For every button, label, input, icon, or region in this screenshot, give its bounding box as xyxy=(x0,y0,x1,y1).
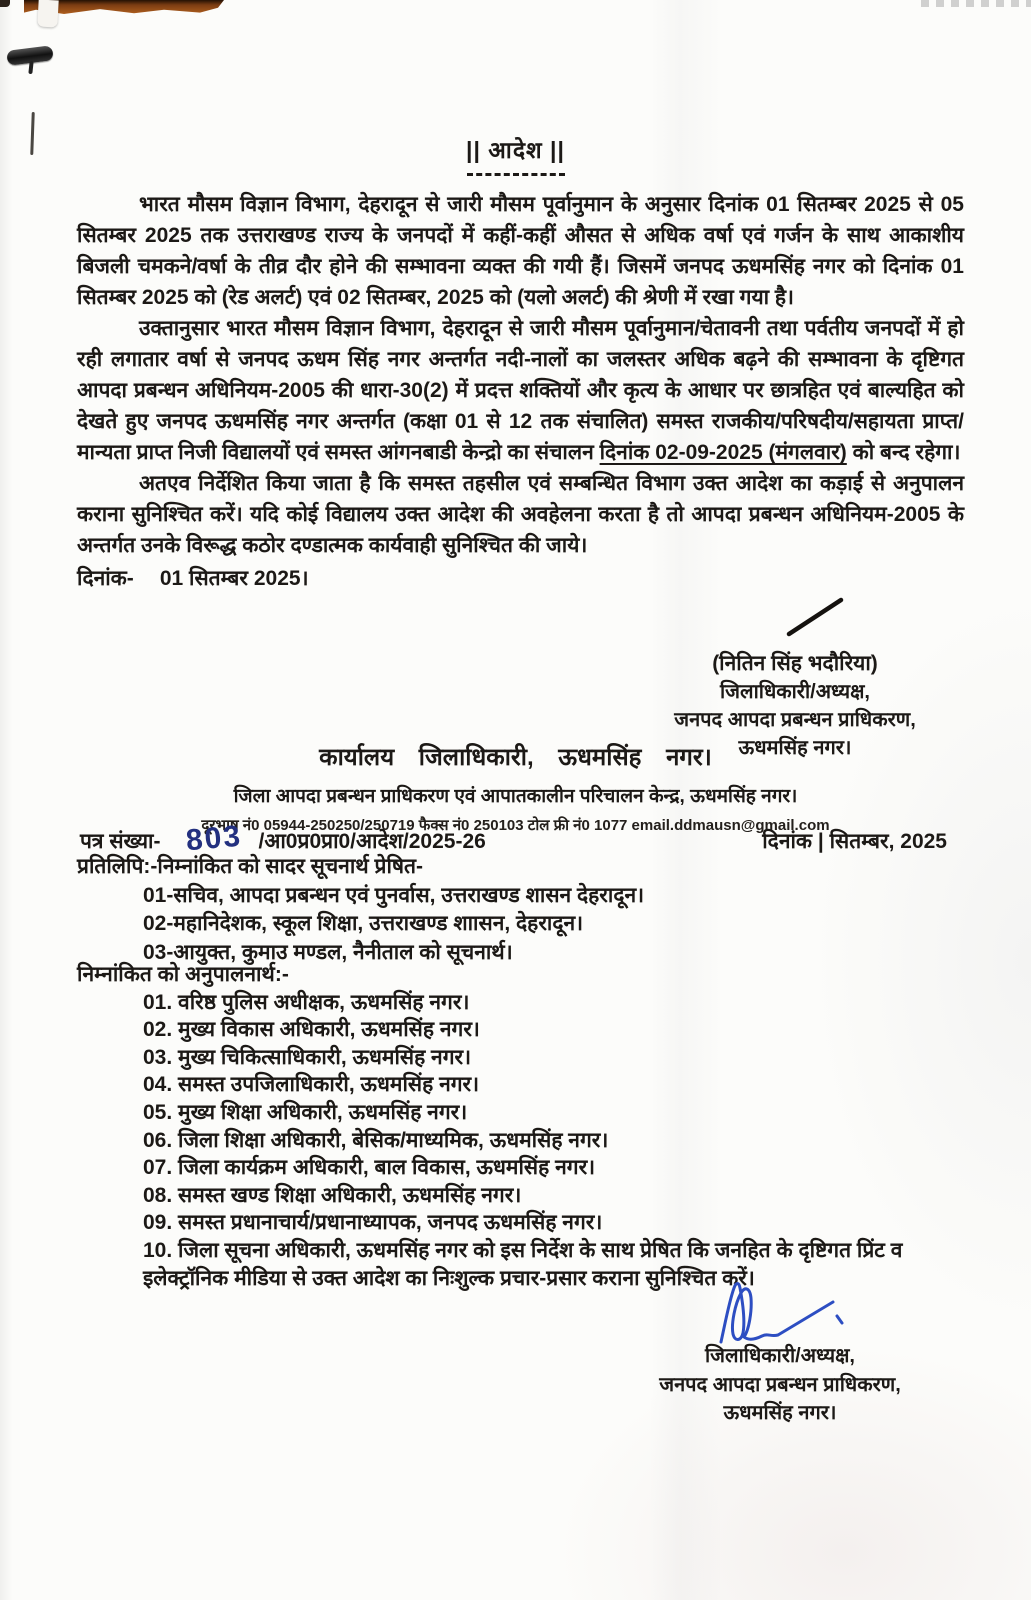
scan-artifact-dotted-edge xyxy=(921,0,1031,7)
copies-item: 03-आयुक्त, कुमाउ मण्डल, नैनीताल को सूचनार्थ। xyxy=(143,940,513,964)
copies-section xyxy=(77,853,977,967)
order-date-label: दिनांक- xyxy=(77,567,134,590)
title-underline xyxy=(467,173,565,176)
document-title: || आदेश || xyxy=(466,137,565,163)
compliance-section xyxy=(77,961,977,1292)
scan-artifact-corner xyxy=(0,0,10,7)
office-letterhead xyxy=(0,740,1031,835)
compliance-item: 07. जिला कार्यक्रम अधिकारी, बाल विकास, ऊधमसिंह नगर। xyxy=(143,1156,596,1180)
compliance-item: 09. समस्त प्रधानाचार्य/प्रधानाध्यापक, जनपद ऊधमसिंह नगर। xyxy=(143,1211,603,1235)
compliance-item: 06. जिला शिक्षा अधिकारी, बेसिक/माध्यमिक, ऊधमसिंह नगर। xyxy=(143,1128,609,1152)
copies-heading: प्रतिलिपि:-निम्नांकित को सादर सूचनार्थ प्रेषित- xyxy=(77,855,424,878)
office-authority-line: जिला आपदा प्रबन्धन प्राधिकरण एवं आपातकालीन परिचालन केन्द्र, ऊधमसिंह नगर। xyxy=(233,786,798,807)
para2-end: को बन्द रहेगा। xyxy=(846,441,961,464)
compliance-item: 10. जिला सूचना अधिकारी, ऊधमसिंह नगर को इस निर्देश के साथ प्रेषित कि जनहित के दृष्टिगत प्रिंट व इलेक्ट्रॉनिक मीडिया से उक्त आदेश का निःशुल्क प्रचार-प्रसार कराना सुनिश्चित करें। xyxy=(143,1238,903,1290)
staple-leg xyxy=(28,61,33,74)
bottom-signatory-authority: जनपद आपदा प्रबन्धन प्राधिकरण, xyxy=(659,1373,901,1396)
compliance-item: 04. समस्त उपजिलाधिकारी, ऊधमसिंह नगर। xyxy=(143,1073,480,1097)
compliance-item: 03. मुख्य चिकित्साधिकारी, ऊधमसिंह नगर। xyxy=(143,1045,472,1069)
order-paragraph-1: भारत मौसम विज्ञान विभाग, देहरादून से जारी मौसम पूर्वानुमान के अनुसार दिनांक 01 सितम्बर 2025 से 05 सितम्बर 2025 तक उत्तराखण्ड राज्य के जनपदों में कहीं-कहीं औसत से अधिक वर्षा एवं गर्जन के साथ आकाशीय बिजली चमकने/वर्षा के तीव्र दौर होने की सम्भावना व्यक्त की गयी हैं। जिसमें जनपद ऊधमसिंह नगर को दिनांक 01 सितम्बर 2025 को (रेड अलर्ट) एवं 02 सितम्बर, 2025 को (यलो अलर्ट) की श्रेणी में रखा गया है। xyxy=(77,193,964,309)
letter-number-rest: /आ0प्र0प्रा0/आदेश/2025-26 xyxy=(258,830,486,853)
letter-number xyxy=(80,819,486,858)
compliance-heading: निम्नांकित को अनुपालनार्थ:- xyxy=(77,963,289,986)
order-date-line xyxy=(77,563,964,594)
bottom-signatory-district: ऊधमसिंह नगर। xyxy=(723,1402,837,1424)
copies-list xyxy=(77,882,977,968)
signatory-district: ऊधमसिंह नगर। xyxy=(738,737,852,759)
handwritten-letter-number: 803 xyxy=(185,819,244,858)
order-paragraph-3: अतएव निर्देशित किया जाता है कि समस्त तहसील एवं सम्बन्धित विभाग उक्त आदेश का कड़ाई से अनुपालन कराना सुनिश्चित करें। यदि कोई विद्यालय उक्त आदेश की अवहेलना करता है तो आपदा प्रबन्धन अधिनियम-2005 के अन्तर्गत उनके विरूद्ध कठोर दण्डात्मक कार्यवाही सुनिश्चित की जाये। xyxy=(77,472,964,557)
compliance-list xyxy=(77,989,977,1293)
slash-signature-icon xyxy=(784,596,846,638)
order-paragraph-2 xyxy=(77,313,964,468)
para2-bold-clause: (कक्षा 01 से 12 तक संचालित) समस्त राजकीय/परिषदीय/सहायता प्राप्त/मान्यता प्राप्त निजी विद्यालयों एवं समस्त आंगनबाडी केन्द्रो का संचालन xyxy=(77,410,964,464)
copies-item: 01-सचिव, आपदा प्रबन्धन एवं पुनर्वास, उत्तराखण्ड शासन देहरादून। xyxy=(143,883,645,907)
signature-slash-mark xyxy=(660,596,970,640)
bottom-signatory-designation: जिलाधिकारी/अध्यक्ष, xyxy=(705,1345,855,1367)
signatory-name: (नितिन सिंह भदौरिया) xyxy=(712,652,878,675)
signatory-authority: जनपद आपदा प्रबन्धन प्राधिकरण, xyxy=(674,709,916,731)
signatory-block-top xyxy=(620,596,970,762)
order-body xyxy=(77,189,964,594)
office-contact-line: दूरभाष नं0 05944-250250/250719 फैक्स नं0 250103 टोल फ्री नं0 1077 email.ddmausn@gmail.com xyxy=(201,817,830,834)
office-name: कार्यालय जिलाधिकारी, ऊधमसिंह नगर। xyxy=(319,744,712,771)
letter-meta-row xyxy=(80,819,947,858)
letter-number-label: पत्र संख्या- xyxy=(80,830,161,853)
compliance-item: 05. मुख्य शिक्षा अधिकारी, ऊधमसिंह नगर। xyxy=(143,1100,468,1124)
compliance-item: 02. मुख्य विकास अधिकारी, ऊधमसिंह नगर। xyxy=(143,1018,480,1042)
signatory-block-bottom xyxy=(600,1278,960,1428)
scan-artifact-paper-tab xyxy=(37,0,58,28)
compliance-item: 01. वरिष्ठ पुलिस अधीक्षक, ऊधमसिंह नगर। xyxy=(143,990,470,1014)
compliance-item: 08. समस्त खण्ड शिक्षा अधिकारी, ऊधमसिंह नगर। xyxy=(143,1183,522,1207)
handwritten-signature xyxy=(705,1278,855,1346)
para2-closure-date: दिनांक 02-09-2025 (मंगलवार) xyxy=(599,441,847,464)
order-date-value: 01 सितम्बर 2025। xyxy=(159,567,309,590)
document-title-block xyxy=(0,133,1031,176)
signatory-designation: जिलाधिकारी/अध्यक्ष, xyxy=(720,681,870,703)
para2-start: उक्तानुसार भारत मौसम विज्ञान विभाग, देहरादून से जारी मौसम पूर्वानुमान/चेतावनी तथा पर्वतीय जनपदों में हो रही लगातार वर्षा से जनपद ऊधम सिंह नगर अन्तर्गत नदी-नालों का जलस्तर अधिक बढ़ने की सम्भावना के दृष्टिगत आपदा प्रबन्धन अधिनियम-2005 की धारा-30(2) में प्रदत्त शक्तियों और कृत्य के आधार पर छात्रहित एवं बाल्यहित को देखते हुए जनपद ऊधमसिंह नगर अन्तर्गत xyxy=(77,317,964,433)
letter-date: दिनांक | सितम्बर, 2025 xyxy=(762,830,947,853)
copies-item: 02-महानिदेशक, स्कूल शिक्षा, उत्तराखण्ड शाासन, देहरादून। xyxy=(143,912,584,935)
